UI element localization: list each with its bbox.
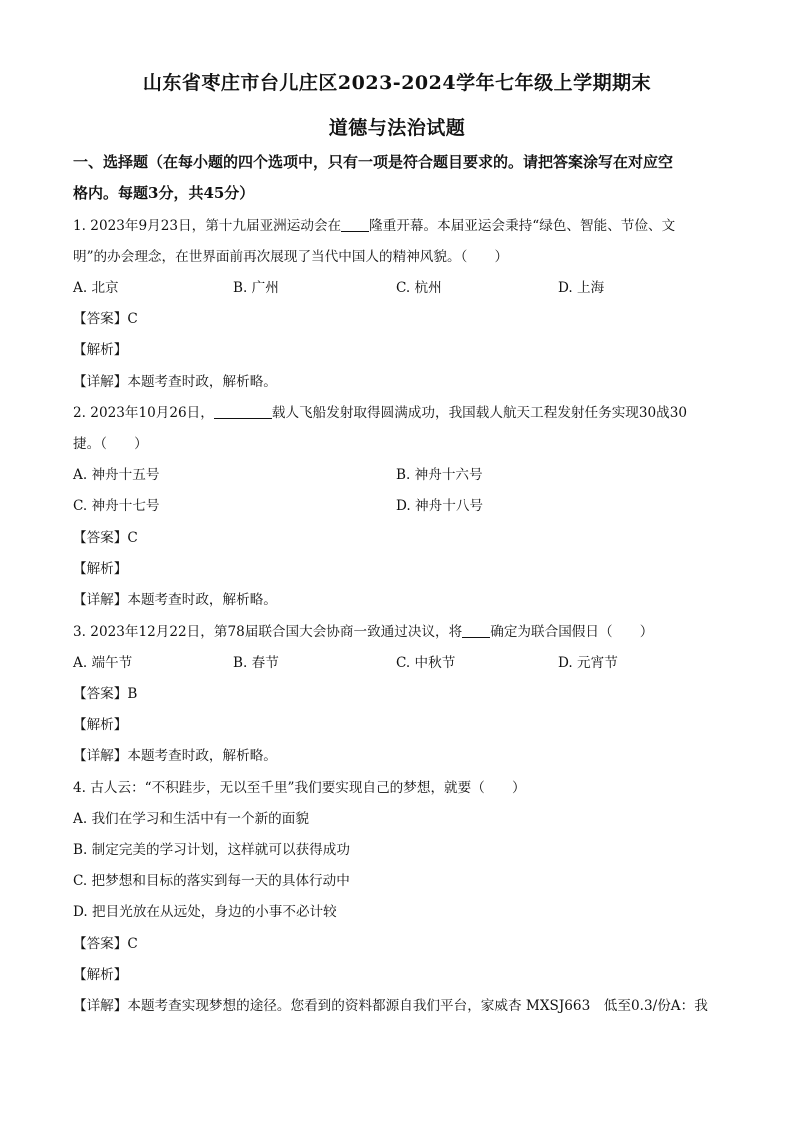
question-2-option-c: C. 神舟十七号 bbox=[73, 498, 160, 514]
answer-value: C bbox=[127, 530, 138, 546]
question-3-option-c: C. 中秋节 bbox=[396, 655, 456, 671]
detail-label: 【详解】 bbox=[73, 374, 128, 390]
question-3-answer bbox=[73, 682, 137, 702]
question-4-option-d: D. 把目光放在从远处，身边的小事不必计较 bbox=[73, 904, 337, 920]
question-4-detail bbox=[73, 994, 708, 1014]
question-3-option-a: A. 端午节 bbox=[73, 655, 133, 671]
answer-value: B bbox=[127, 686, 138, 702]
question-2-detail bbox=[73, 588, 277, 608]
fill-blank bbox=[341, 217, 369, 232]
question-3-stem-part-b: 确定为联合国假日（ ） bbox=[490, 624, 654, 640]
answer-label: 【答案】 bbox=[73, 311, 128, 327]
question-3-analysis-label: 【解析】 bbox=[73, 717, 128, 733]
answer-label: 【答案】 bbox=[73, 530, 128, 546]
question-3-stem bbox=[73, 620, 653, 640]
question-1-option-d: D. 上海 bbox=[558, 280, 605, 296]
fill-blank bbox=[214, 404, 272, 419]
answer-value: C bbox=[127, 311, 138, 327]
question-4-answer bbox=[73, 932, 138, 952]
document-title: 山东省枣庄市台儿庄区2023-2024学年七年级上学期期末 bbox=[142, 72, 652, 94]
question-1-option-b: B. 广州 bbox=[233, 280, 279, 296]
answer-label: 【答案】 bbox=[73, 686, 128, 702]
detail-text: 本题考查实现梦想的途径。您看到的资料都源自我们平台，家威杏 MXSJ663 低至0.3/份A：我 bbox=[127, 998, 708, 1014]
detail-text: 本题考查时政，解析略。 bbox=[127, 748, 277, 764]
question-1-stem bbox=[73, 214, 675, 234]
answer-label: 【答案】 bbox=[73, 936, 128, 952]
question-3-stem-part-a: 3. 2023年12月22日，第78届联合国大会协商一致通过决议，将 bbox=[73, 624, 463, 640]
question-1-stem-part-b: 隆重开幕。本届亚运会秉持“绿色、智能、节俭、文 bbox=[369, 218, 676, 234]
question-3-detail bbox=[73, 744, 277, 764]
detail-label: 【详解】 bbox=[73, 592, 128, 608]
question-4-option-a: A. 我们在学习和生活中有一个新的面貌 bbox=[73, 811, 309, 827]
fill-blank bbox=[462, 623, 490, 638]
question-1-option-a: A. 北京 bbox=[73, 280, 119, 296]
detail-label: 【详解】 bbox=[73, 998, 128, 1014]
question-1-stem-part-a: 1. 2023年9月23日，第十九届亚洲运动会在 bbox=[73, 218, 342, 234]
question-4-option-b: B. 制定完美的学习计划，这样就可以获得成功 bbox=[73, 842, 350, 858]
question-2-stem-cont: 捷。（ ） bbox=[73, 436, 148, 452]
question-1-answer bbox=[73, 307, 138, 327]
question-1-option-c: C. 杭州 bbox=[396, 280, 442, 296]
detail-text: 本题考查时政，解析略。 bbox=[127, 374, 277, 390]
question-2-analysis-label: 【解析】 bbox=[73, 561, 128, 577]
question-2-stem-part-b: 载人飞船发射取得圆满成功，我国载人航天工程发射任务实现30战30 bbox=[271, 405, 688, 421]
question-3-option-b: B. 春节 bbox=[233, 655, 279, 671]
question-2-stem bbox=[73, 401, 687, 421]
answer-value: C bbox=[127, 936, 138, 952]
section-header: 一、选择题（在每小题的四个选项中，只有一项是符合题目要求的。请把答案涂写在对应空 bbox=[73, 153, 674, 171]
question-4-stem: 4. 古人云：“不积跬步，无以至千里”我们要实现自己的梦想，就要（ ） bbox=[73, 780, 526, 796]
question-1-detail bbox=[73, 370, 277, 390]
document-subtitle: 道德与法治试题 bbox=[328, 117, 466, 139]
question-2-option-a: A. 神舟十五号 bbox=[73, 467, 160, 483]
question-2-answer bbox=[73, 526, 138, 546]
question-4-analysis-label: 【解析】 bbox=[73, 967, 128, 983]
detail-text: 本题考查时政，解析略。 bbox=[127, 592, 277, 608]
detail-label: 【详解】 bbox=[73, 748, 128, 764]
question-4-option-c: C. 把梦想和目标的落实到每一天的具体行动中 bbox=[73, 873, 350, 889]
question-1-stem-cont: 明”的办会理念，在世界面前再次展现了当代中国人的精神风貌。（ ） bbox=[73, 249, 509, 265]
question-2-option-b: B. 神舟十六号 bbox=[396, 467, 483, 483]
section-header-cont: 格内。每题3分，共45分） bbox=[73, 184, 255, 202]
question-2-stem-part-a: 2. 2023年10月26日， bbox=[73, 405, 214, 421]
question-2-option-d: D. 神舟十八号 bbox=[396, 498, 484, 514]
question-3-option-d: D. 元宵节 bbox=[558, 655, 618, 671]
question-1-analysis-label: 【解析】 bbox=[73, 342, 128, 358]
